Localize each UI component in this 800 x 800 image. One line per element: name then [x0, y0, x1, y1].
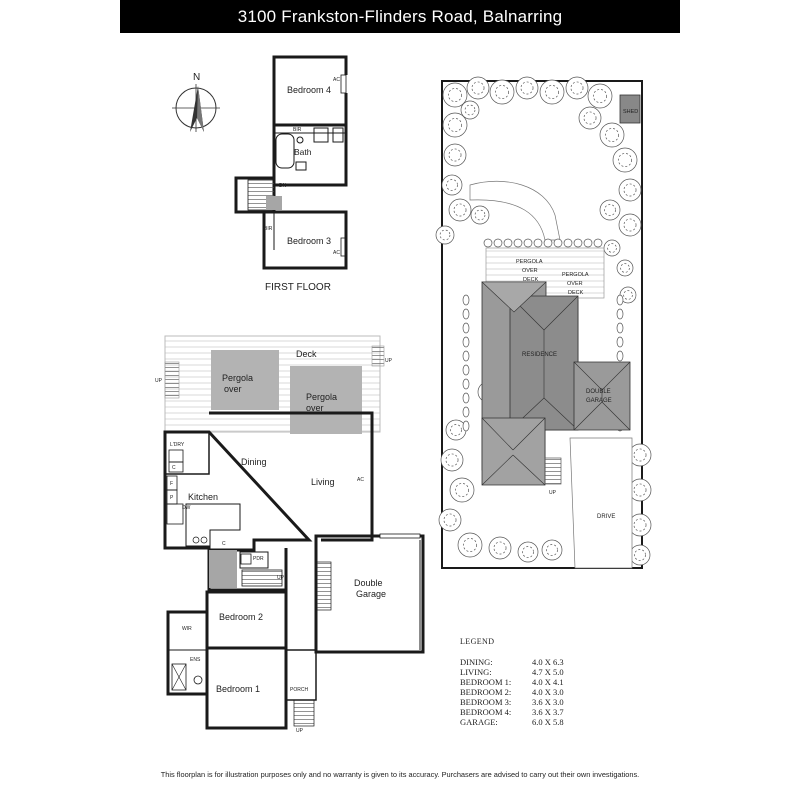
legend-room: BEDROOM 1:	[460, 677, 512, 687]
shrub-icon	[534, 239, 542, 247]
legend-row	[460, 717, 580, 727]
shrub-icon	[484, 239, 492, 247]
tree-icon	[465, 105, 475, 115]
tree-icon	[440, 230, 450, 240]
tree-icon	[475, 210, 485, 220]
legend-room: DINING:	[460, 657, 493, 667]
ensuite-label: ENS	[190, 657, 201, 663]
legend-title: LEGEND	[460, 637, 495, 646]
garage-label: Garage	[356, 589, 387, 599]
living-ac-label: AC	[357, 477, 364, 483]
wir-label: WIR	[182, 626, 192, 632]
laundry-cupboard-label: C	[172, 465, 176, 471]
residence-label: RESIDENCE	[522, 352, 558, 358]
shrub-icon	[617, 337, 623, 347]
deck-label: Deck	[296, 349, 317, 359]
legend-row	[460, 687, 580, 697]
bedroom3-ac-label: AC	[333, 250, 340, 256]
tree-icon	[455, 483, 468, 496]
tree-icon	[608, 244, 617, 253]
bedroom2-label: Bedroom 2	[219, 612, 264, 622]
shrub-icon	[514, 239, 522, 247]
shrub-icon	[463, 365, 469, 375]
legend-row	[460, 677, 580, 687]
site-garage-line2: GARAGE	[586, 398, 612, 404]
tree-icon	[605, 128, 618, 141]
tree-icon	[523, 547, 534, 558]
bedroom3-bir-label: BIR	[264, 226, 273, 232]
shrub-icon	[494, 239, 502, 247]
disclaimer: This floorplan is for illustration purposes only and no warranty is given to its accuracy. Purchasers are advised to carry out their own investigations.	[160, 770, 640, 779]
tree-icon	[494, 542, 506, 554]
legend	[460, 657, 580, 727]
tree-icon	[447, 180, 458, 191]
tree-icon	[446, 454, 458, 466]
powder-room-label: PDR	[253, 556, 264, 562]
tree-icon	[495, 85, 508, 98]
shed-label: SHED	[623, 109, 639, 115]
shrub-icon	[594, 239, 602, 247]
legend-size: 4.0 X 4.1	[532, 677, 564, 687]
legend-room: BEDROOM 4:	[460, 707, 512, 717]
shrub-icon	[504, 239, 512, 247]
site-garage-line1: DOUBLE	[586, 389, 611, 395]
tree-icon	[448, 118, 461, 131]
legend-size: 6.0 X 5.8	[532, 717, 564, 727]
site-up-label: UP	[549, 490, 556, 496]
site-pergola-right-line3: DECK	[568, 290, 584, 296]
shrub-icon	[617, 295, 623, 305]
legend-room: GARAGE:	[460, 717, 498, 727]
pergola-right-label: Pergola	[306, 392, 338, 402]
tree-icon	[448, 88, 461, 101]
shrub-icon	[554, 239, 562, 247]
tree-icon	[547, 545, 558, 556]
bedroom4-label: Bedroom 4	[287, 85, 332, 95]
pergola-left-label: Pergola	[222, 373, 254, 383]
tree-icon	[463, 538, 476, 551]
garage-double-label: Double	[354, 578, 383, 588]
tree-icon	[454, 204, 466, 216]
legend-size: 4.0 X 3.0	[532, 687, 564, 697]
kitchen-label: Kitchen	[188, 492, 219, 502]
page-title: 3100 Frankston-Flinders Road, Balnarring	[120, 0, 680, 33]
shrub-icon	[617, 323, 623, 333]
tree-icon	[635, 550, 646, 561]
living-label: Living	[311, 477, 335, 487]
pantry-label: P	[170, 495, 174, 501]
legend-row	[460, 697, 580, 707]
tree-icon	[618, 153, 631, 166]
bedroom3-label: Bedroom 3	[287, 236, 332, 246]
site-plan	[436, 77, 651, 568]
bedroom4-ac-label: AC	[333, 77, 340, 83]
drive-label: DRIVE	[597, 514, 616, 520]
legend-size: 3.6 X 3.0	[532, 697, 564, 707]
tree-icon	[449, 149, 461, 161]
ground-floor-plan	[165, 336, 423, 728]
deck-up-right-label: UP	[385, 358, 392, 364]
tree-icon	[584, 112, 596, 124]
tree-icon	[624, 291, 633, 300]
kitchen-cupboard-label: C	[222, 541, 226, 547]
dishwasher-label: DW	[182, 505, 191, 511]
tree-icon	[605, 205, 616, 216]
tree-icon	[521, 82, 533, 94]
tree-icon	[634, 484, 646, 496]
laundry-label: L'DRY	[170, 442, 185, 448]
dining-label: Dining	[241, 457, 267, 467]
tree-icon	[545, 85, 558, 98]
pergola-right-over-label: over	[306, 403, 324, 413]
stair-down-label: DN	[279, 183, 287, 189]
first-floor-caption: FIRST FLOOR	[265, 282, 331, 293]
shrub-icon	[574, 239, 582, 247]
site-pergola-right-line2: OVER	[567, 281, 583, 287]
shrub-icon	[463, 323, 469, 333]
bedroom1-label: Bedroom 1	[216, 684, 261, 694]
legend-size: 4.7 X 5.0	[532, 667, 564, 677]
shrub-icon	[463, 393, 469, 403]
shrub-icon	[617, 351, 623, 361]
shrub-icon	[463, 351, 469, 361]
shrub-icon	[463, 309, 469, 319]
tree-icon	[634, 519, 646, 531]
legend-row	[460, 707, 580, 717]
site-pergola-left-line3: DECK	[523, 277, 539, 283]
legend-room: BEDROOM 3:	[460, 697, 512, 707]
tree-icon	[451, 425, 462, 436]
shrub-icon	[544, 239, 552, 247]
legend-room: BEDROOM 2:	[460, 687, 512, 697]
legend-size: 3.6 X 3.7	[532, 707, 564, 717]
shrub-icon	[524, 239, 532, 247]
pergola-left-over-label: over	[224, 384, 242, 394]
shrub-icon	[463, 337, 469, 347]
shrub-icon	[463, 407, 469, 417]
legend-size: 4.0 X 6.3	[532, 657, 564, 667]
site-pergola-left-line1: PERGOLA	[516, 259, 543, 265]
legend-row	[460, 657, 580, 667]
shrub-icon	[617, 309, 623, 319]
shrub-icon	[584, 239, 592, 247]
site-pergola-right-line1: PERGOLA	[562, 272, 589, 278]
porch-label: PORCH	[290, 687, 309, 693]
tree-icon	[593, 89, 606, 102]
shrub-icon	[463, 295, 469, 305]
porch-up-label: UP	[296, 728, 303, 734]
shrub-icon	[463, 421, 469, 431]
site-pergola-left-line2: OVER	[522, 268, 538, 274]
tree-icon	[571, 82, 583, 94]
shrub-icon	[463, 379, 469, 389]
shrub-icon	[564, 239, 572, 247]
tree-icon	[444, 514, 456, 526]
legend-row	[460, 667, 580, 677]
north-arrow-icon	[172, 84, 220, 132]
fridge-label: F	[170, 481, 174, 487]
compass-label: N	[193, 72, 201, 83]
tree-icon	[472, 82, 484, 94]
tree-icon	[634, 449, 646, 461]
bath-label: Bath	[294, 147, 312, 157]
tree-icon	[621, 264, 630, 273]
stair-up-label: UP	[277, 575, 284, 581]
legend-room: LIVING:	[460, 667, 492, 677]
deck-up-left-label: UP	[155, 378, 162, 384]
tree-icon	[624, 184, 636, 196]
bedroom4-bir-label: BIR	[293, 127, 302, 133]
tree-icon	[624, 219, 636, 231]
